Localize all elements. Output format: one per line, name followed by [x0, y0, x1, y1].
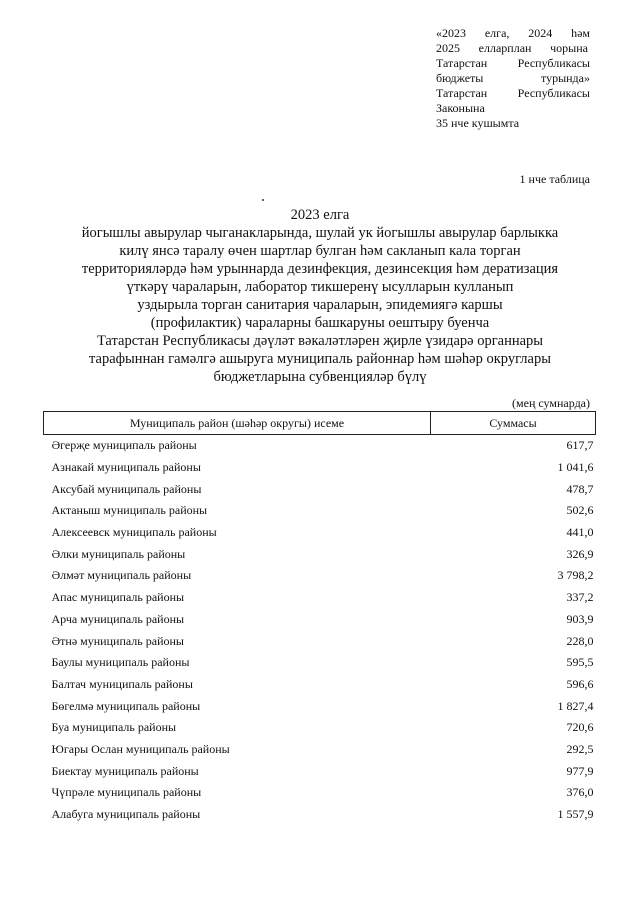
district-amount: 292,5 [566, 741, 594, 756]
district-amount: 478,7 [566, 481, 594, 496]
table-row [44, 760, 596, 782]
title-line: тарафыннан гамәлгә ашыруга муниципаль районнар һәм шәһәр округлары [89, 351, 551, 367]
law-reference-line: Татарстан Республикасы [436, 56, 590, 70]
district-amount: 1 827,4 [557, 698, 594, 713]
district-name: Әгерҗе муниципаль районы [51, 438, 197, 453]
district-name: Әлки муниципаль районы [51, 546, 186, 561]
district-amount: 502,6 [566, 503, 594, 518]
district-amount: 1 041,6 [557, 460, 594, 475]
column-header-name: Муниципаль район (шәһәр округы) исеме [44, 412, 431, 435]
district-amount: 720,6 [566, 720, 594, 735]
title-line: килү янсә таралу өчен шартлар булган һәм сакланып кала торган [119, 243, 521, 259]
district-amount: 337,2 [566, 590, 594, 605]
table-row [44, 478, 596, 500]
district-amount: 3 798,2 [557, 568, 594, 583]
district-amount: 228,0 [566, 633, 594, 648]
district-name: Баулы муниципаль районы [51, 655, 190, 670]
law-reference-line: Законына [436, 101, 485, 115]
title-line: үткәрү чараларын, лаборатор тикшеренү ысулларын кулланып [126, 279, 514, 295]
law-reference-line: Татарстан Республикасы [436, 86, 590, 100]
district-name: Әтнә муниципаль районы [51, 633, 184, 648]
stray-dot [262, 199, 264, 201]
table-row [44, 695, 596, 717]
district-amount: 596,6 [566, 676, 594, 691]
district-name: Аксубай муниципаль районы [51, 481, 202, 496]
district-name: Балтач муниципаль районы [51, 676, 193, 691]
district-name: Арча муниципаль районы [51, 611, 185, 626]
table-row [44, 565, 596, 587]
district-amount: 903,9 [566, 611, 594, 626]
table-row [44, 587, 596, 609]
table-row [44, 804, 596, 826]
district-amount: 1 557,9 [557, 807, 594, 822]
units-note: (мең сумнарда) [512, 396, 590, 410]
table-row [44, 739, 596, 761]
table-row [44, 457, 596, 479]
column-header-amount: Суммасы [431, 412, 596, 435]
table-row [44, 500, 596, 522]
district-name: Алексеевск муниципаль районы [51, 525, 217, 540]
law-reference-line: «2023 елга, 2024 һәм [436, 26, 590, 40]
document-title [40, 206, 600, 386]
district-name: Әлмәт муниципаль районы [51, 568, 192, 583]
title-line: йогышлы авырулар чыганакларында, шулай ук йогышлы авырулар барлыкка [81, 225, 559, 241]
title-line: (профилактик) чараларны башкаруны оештыру буенча [150, 315, 490, 331]
district-name: Алабуга муниципаль районы [51, 807, 201, 822]
table-header-row [44, 412, 596, 435]
table-row [44, 522, 596, 544]
table-row [44, 435, 596, 457]
district-name: Буа муниципаль районы [51, 720, 177, 735]
table-row [44, 630, 596, 652]
district-name: Азнакай муниципаль районы [51, 460, 201, 475]
table-row [44, 543, 596, 565]
district-name: Актаныш муниципаль районы [51, 503, 208, 518]
district-name: Биектау муниципаль районы [51, 763, 199, 778]
district-name: Чүпрәле муниципаль районы [51, 785, 202, 800]
district-amount: 326,9 [566, 546, 594, 561]
law-reference-line: 2025 елларплан чорына [436, 41, 588, 55]
title-line: Татарстан Республикасы дәүләт вәкаләтләрен җирле үзидарә органнары [96, 333, 544, 349]
table-row [44, 609, 596, 631]
table-row [44, 717, 596, 739]
district-amount: 617,7 [566, 438, 594, 453]
table-number: 1 нче таблица [519, 172, 590, 186]
title-line: бюджетларына субвенцияләр бүлү [213, 369, 427, 385]
district-amount: 595,5 [566, 655, 594, 670]
district-name: Апас муниципаль районы [51, 590, 185, 605]
subvention-table [43, 411, 596, 825]
district-name: Бөгелмә муниципаль районы [51, 698, 201, 713]
district-amount: 977,9 [566, 763, 594, 778]
table-row [44, 674, 596, 696]
district-amount: 376,0 [566, 785, 594, 800]
district-name: Югары Ослан муниципаль районы [51, 741, 230, 756]
table-row [44, 652, 596, 674]
district-amount: 441,0 [566, 525, 594, 540]
law-reference [436, 26, 590, 131]
title-line: территорияләрдә һәм урыннарда дезинфекция, дезинсекция һәм дератизация [81, 261, 559, 277]
title-line: 2023 елга [290, 207, 350, 223]
table-row [44, 782, 596, 804]
law-reference-line: 35 нче кушымта [436, 116, 520, 130]
law-reference-line: бюджеты турында» [436, 71, 590, 85]
title-line: уздырыла торган санитария чараларын, эпидемиягә каршы [137, 297, 503, 313]
